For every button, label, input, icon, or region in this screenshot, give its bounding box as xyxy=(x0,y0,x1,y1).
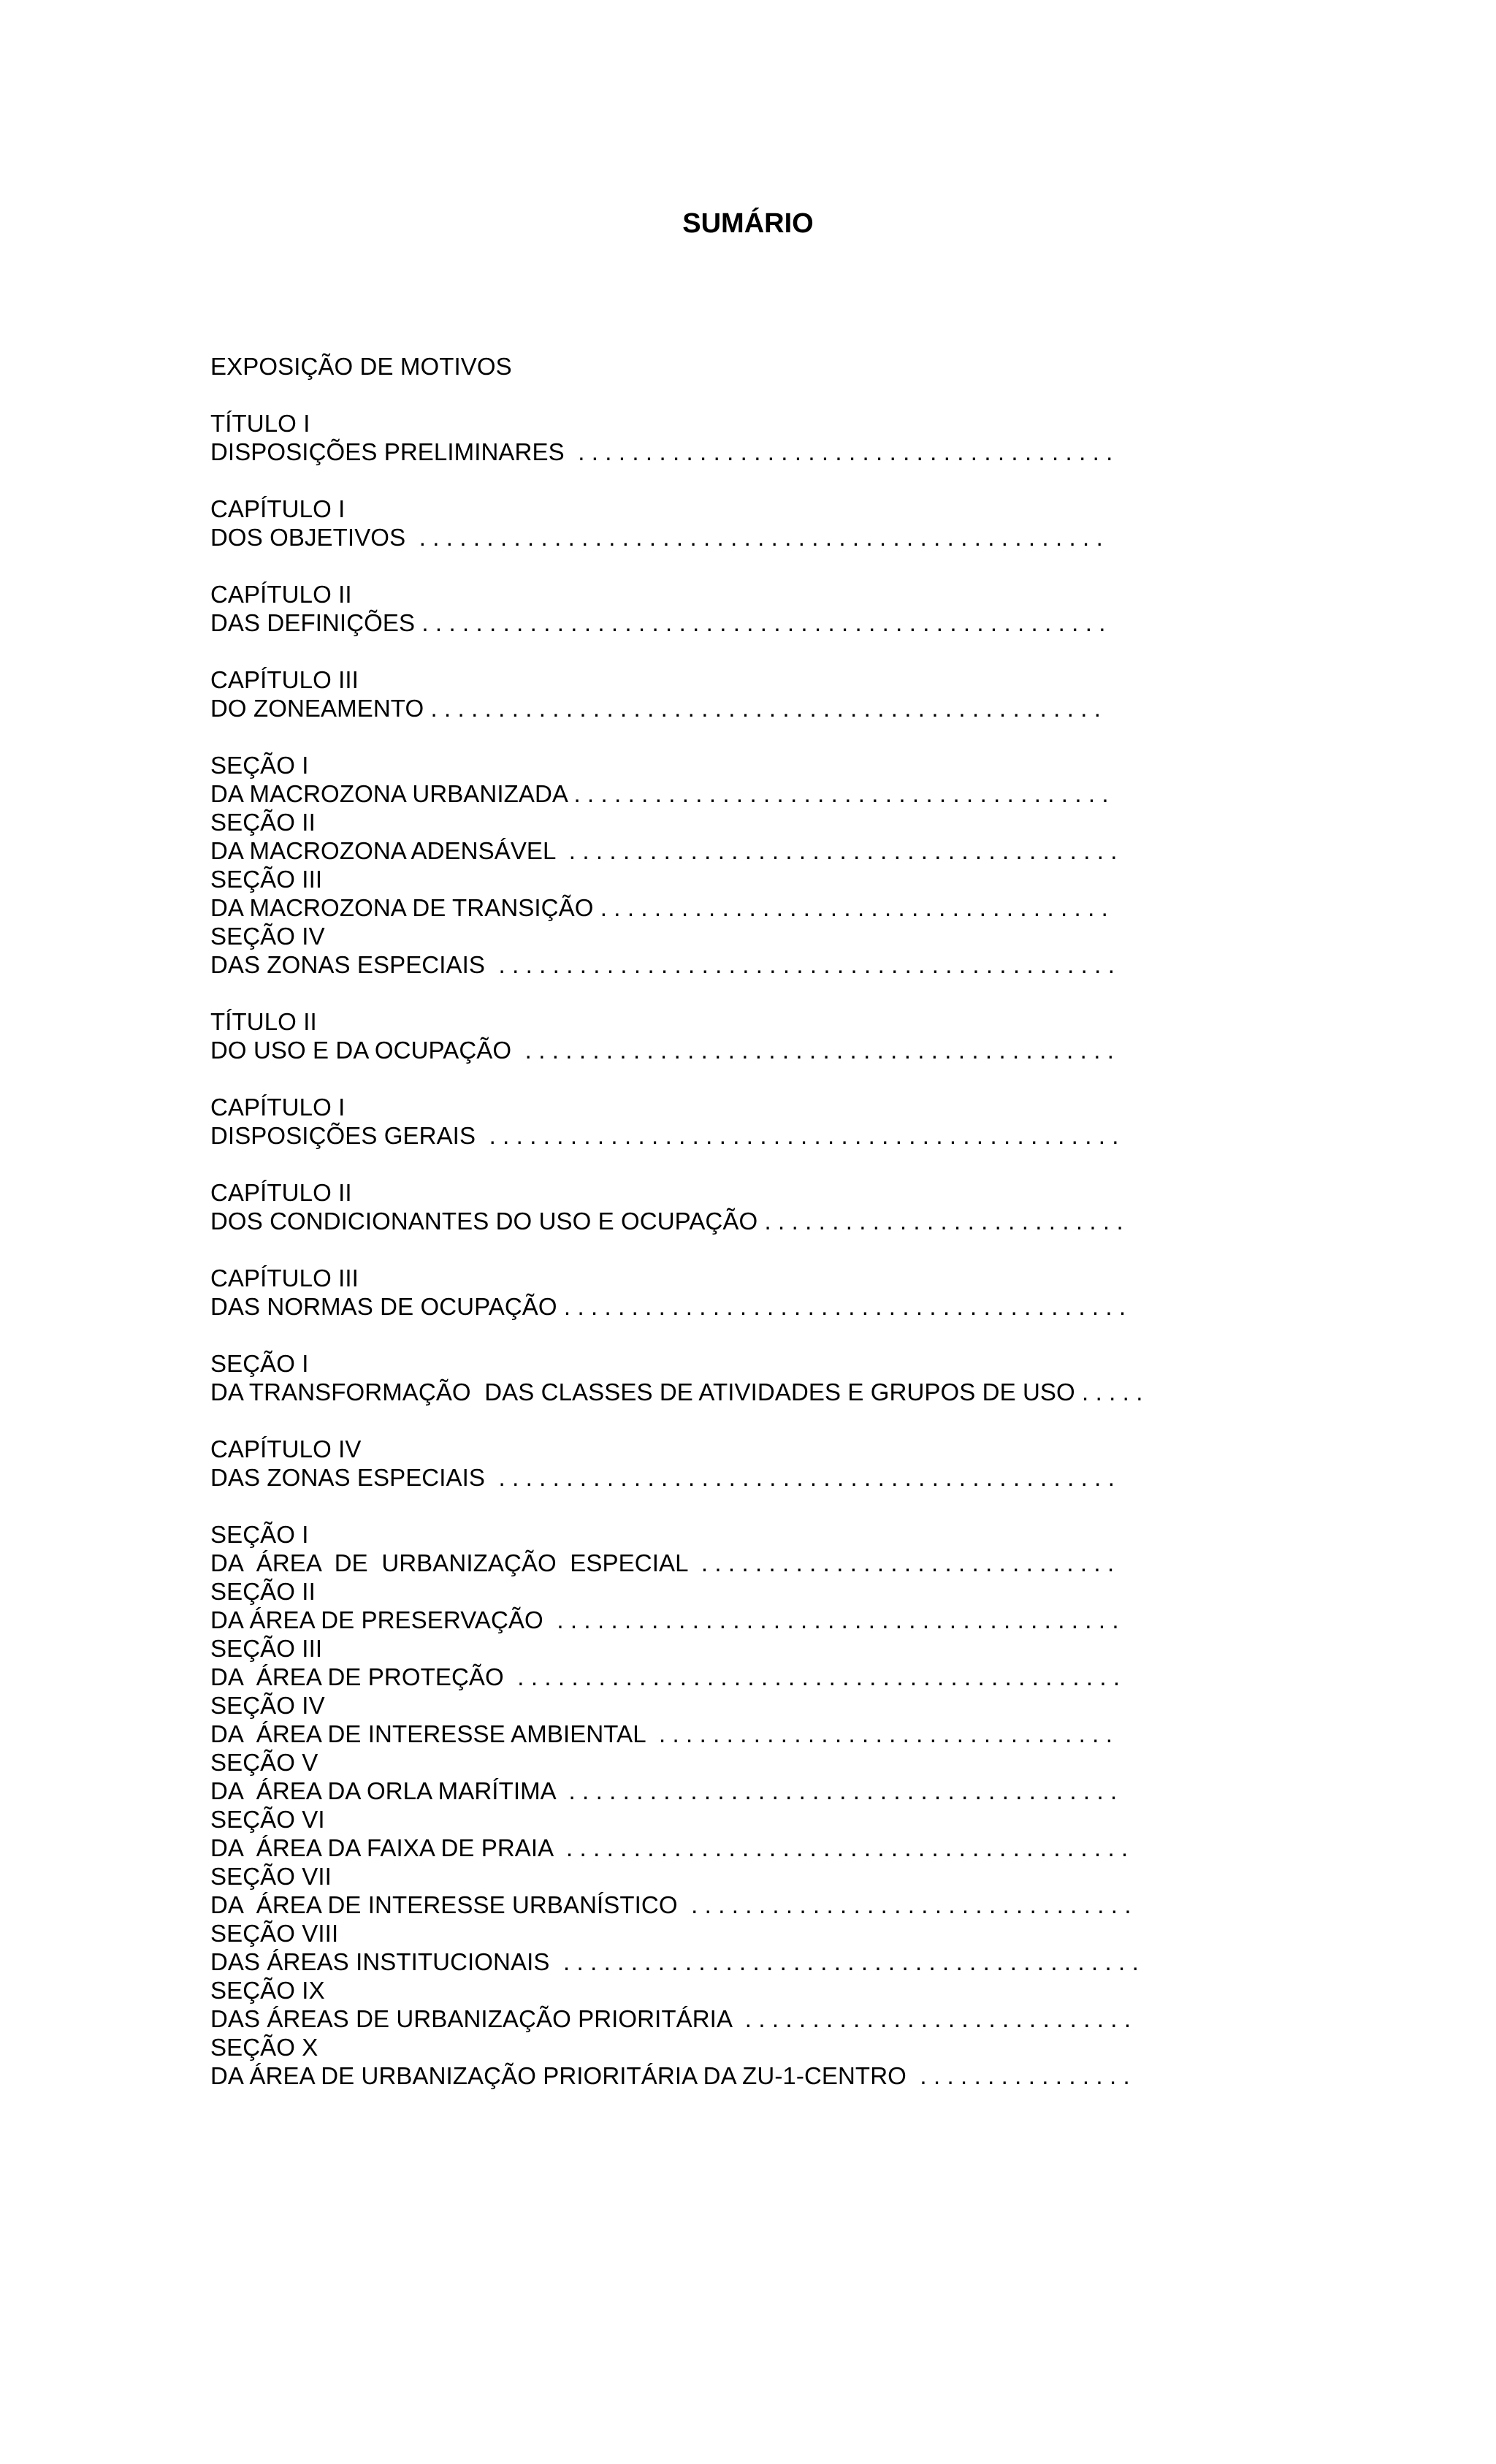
toc-heading-t2-c3-secao-1: SEÇÃO I xyxy=(210,1350,309,1377)
toc-entry-capitulo-3: DO ZONEAMENTO . . . . . . . . . . . . . . . . . . . . . . . . . . . . . . . . . . . . . . . . . . . . . . . . . . xyxy=(210,695,1102,722)
toc-heading-t2-capitulo-2: CAPÍTULO II xyxy=(210,1179,352,1206)
toc-entry-c4-secao-2: DA ÁREA DE PRESERVAÇÃO . . . . . . . . . . . . . . . . . . . . . . . . . . . . . . . . . . . . . . . . . . xyxy=(210,1606,1119,1633)
toc-entry-c4-secao-6: DA ÁREA DA FAIXA DE PRAIA . . . . . . . . . . . . . . . . . . . . . . . . . . . . . . . . . . . . . . . . . . xyxy=(210,1834,1129,1861)
toc-entry-t2-capitulo-1: DISPOSIÇÕES GERAIS . . . . . . . . . . . . . . . . . . . . . . . . . . . . . . . . . . . . . . . . . . . . . . . xyxy=(210,1122,1119,1149)
toc-entry-secao-3: DA MACROZONA DE TRANSIÇÃO . . . . . . . . . . . . . . . . . . . . . . . . . . . . . . . . . . . . . . xyxy=(210,894,1108,921)
toc-heading-capitulo-3: CAPÍTULO III xyxy=(210,666,359,693)
toc-entry-t2-capitulo-4: DAS ZONAS ESPECIAIS . . . . . . . . . . . . . . . . . . . . . . . . . . . . . . . . . . . . . . . . . . . . . . xyxy=(210,1464,1115,1491)
toc-heading-t2-capitulo-3: CAPÍTULO III xyxy=(210,1265,359,1292)
toc-heading-c4-secao-10: SEÇÃO X xyxy=(210,2034,318,2061)
toc-heading-c4-secao-2: SEÇÃO II xyxy=(210,1578,316,1605)
toc-entry-capitulo-2: DAS DEFINIÇÕES . . . . . . . . . . . . . . . . . . . . . . . . . . . . . . . . . . . . . . . . . . . . . . . . . . . xyxy=(210,609,1106,636)
toc-entry-t2-capitulo-2: DOS CONDICIONANTES DO USO E OCUPAÇÃO . . . . . . . . . . . . . . . . . . . . . . . . . . . xyxy=(210,1208,1123,1235)
toc-heading-c4-secao-1: SEÇÃO I xyxy=(210,1521,309,1548)
table-of-contents xyxy=(210,352,1189,2090)
toc-heading-c4-secao-4: SEÇÃO IV xyxy=(210,1692,325,1719)
toc-entry-secao-1: DA MACROZONA URBANIZADA . . . . . . . . . . . . . . . . . . . . . . . . . . . . . . . . . . . . . . . . xyxy=(210,780,1109,807)
toc-heading-c4-secao-5: SEÇÃO V xyxy=(210,1749,318,1776)
toc-entry-t2-capitulo-3: DAS NORMAS DE OCUPAÇÃO . . . . . . . . . . . . . . . . . . . . . . . . . . . . . . . . . . . . . . . . . . xyxy=(210,1293,1126,1320)
toc-heading-c4-secao-3: SEÇÃO III xyxy=(210,1635,323,1662)
toc-heading-capitulo-1: CAPÍTULO I xyxy=(210,495,346,522)
toc-entry-c4-secao-8: DAS ÁREAS INSTITUCIONAIS . . . . . . . . . . . . . . . . . . . . . . . . . . . . . . . . . . . . . . . . . . . xyxy=(210,1948,1139,1975)
toc-heading-c4-secao-9: SEÇÃO IX xyxy=(210,1977,325,2004)
toc-heading-titulo-2: TÍTULO II xyxy=(210,1008,317,1035)
toc-entry-capitulo-1: DOS OBJETIVOS . . . . . . . . . . . . . . . . . . . . . . . . . . . . . . . . . . . . . . . . . . . . . . . . . . . xyxy=(210,524,1103,551)
toc-entry-titulo-1: DISPOSIÇÕES PRELIMINARES . . . . . . . . . . . . . . . . . . . . . . . . . . . . . . . . . . . . . . . . xyxy=(210,438,1113,465)
toc-entry-t2-c3-secao-1: DA TRANSFORMAÇÃO DAS CLASSES DE ATIVIDADES E GRUPOS DE USO . . . . . xyxy=(210,1378,1143,1405)
toc-entry-c4-secao-3: DA ÁREA DE PROTEÇÃO . . . . . . . . . . . . . . . . . . . . . . . . . . . . . . . . . . . . . . . . . . . . . xyxy=(210,1663,1121,1690)
page-title: SUMÁRIO xyxy=(682,208,814,239)
toc-entry-secao-4: DAS ZONAS ESPECIAIS . . . . . . . . . . . . . . . . . . . . . . . . . . . . . . . . . . . . . . . . . . . . . . xyxy=(210,951,1115,978)
toc-entry-c4-secao-4: DA ÁREA DE INTERESSE AMBIENTAL . . . . . . . . . . . . . . . . . . . . . . . . . . . . . . . . . . xyxy=(210,1720,1113,1747)
toc-entry-secao-2: DA MACROZONA ADENSÁVEL . . . . . . . . . . . . . . . . . . . . . . . . . . . . . . . . . . . . . . . . . xyxy=(210,837,1118,864)
toc-entry-c4-secao-5: DA ÁREA DA ORLA MARÍTIMA . . . . . . . . . . . . . . . . . . . . . . . . . . . . . . . . . . . . . . . . . xyxy=(210,1777,1118,1804)
toc-entry-titulo-2: DO USO E DA OCUPAÇÃO . . . . . . . . . . . . . . . . . . . . . . . . . . . . . . . . . . . . . . . . . . . . xyxy=(210,1037,1115,1064)
toc-heading-secao-1: SEÇÃO I xyxy=(210,752,309,779)
toc-entry-c4-secao-9: DAS ÁREAS DE URBANIZAÇÃO PRIORITÁRIA . . . . . . . . . . . . . . . . . . . . . . . . . . . . . xyxy=(210,2005,1131,2032)
toc-heading-t2-capitulo-4: CAPÍTULO IV xyxy=(210,1435,362,1462)
toc-heading-c4-secao-6: SEÇÃO VI xyxy=(210,1806,325,1833)
toc-heading-c4-secao-8: SEÇÃO VIII xyxy=(210,1920,339,1947)
toc-heading-secao-3: SEÇÃO III xyxy=(210,866,323,893)
toc-heading-secao-4: SEÇÃO IV xyxy=(210,923,325,950)
toc-heading-capitulo-2: CAPÍTULO II xyxy=(210,581,352,608)
toc-exposicao: EXPOSIÇÃO DE MOTIVOS xyxy=(210,353,512,380)
toc-heading-t2-capitulo-1: CAPÍTULO I xyxy=(210,1094,346,1121)
toc-entry-c4-secao-1: DA ÁREA DE URBANIZAÇÃO ESPECIAL . . . . . . . . . . . . . . . . . . . . . . . . . . . . . . . xyxy=(210,1549,1115,1576)
toc-heading-c4-secao-7: SEÇÃO VII xyxy=(210,1863,332,1890)
toc-heading-secao-2: SEÇÃO II xyxy=(210,809,316,836)
toc-heading-titulo-1: TÍTULO I xyxy=(210,410,310,437)
toc-entry-c4-secao-10: DA ÁREA DE URBANIZAÇÃO PRIORITÁRIA DA ZU-1-CENTRO . . . . . . . . . . . . . . . . xyxy=(210,2062,1130,2089)
toc-entry-c4-secao-7: DA ÁREA DE INTERESSE URBANÍSTICO . . . . . . . . . . . . . . . . . . . . . . . . . . . . . . . . . xyxy=(210,1891,1131,1918)
